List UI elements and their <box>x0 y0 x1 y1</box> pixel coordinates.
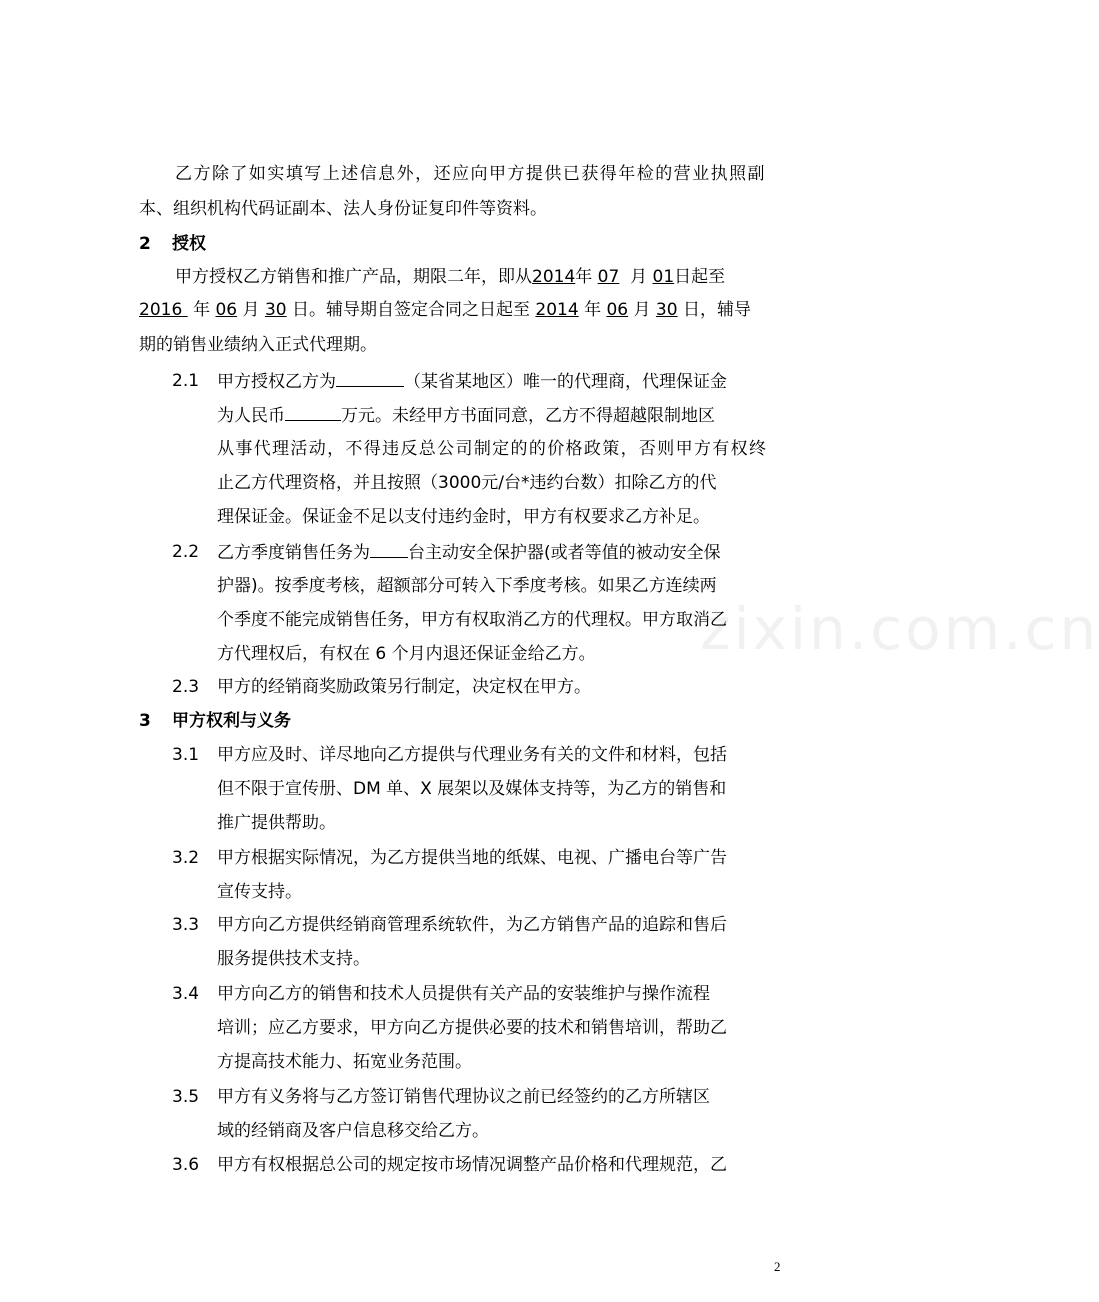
region-blank <box>336 369 404 387</box>
clause-3-6-number: 3.6 <box>172 1155 200 1175</box>
end-month: 06 <box>215 300 238 320</box>
clause-2-1-line-1: 甲方授权乙方为 （某省某地区）唯一的代理商，代理保证金 <box>217 369 727 394</box>
clause-2-1-line-2: 为人民币 万元。未经甲方书面同意，乙方不得超越限制地区 <box>217 403 715 428</box>
clause-3-5-line-2: 域的经销商及客户信息移交给乙方。 <box>217 1121 489 1141</box>
clause-3-3-line-2: 服务提供技术支持。 <box>217 949 370 969</box>
section-3-number: 3 <box>139 711 151 731</box>
clause-3-1-line-3: 推广提供帮助。 <box>217 813 336 833</box>
authorization-line-1: 甲方授权乙方销售和推广产品，期限二年，即从2014年 07 月 01日起至 <box>175 267 726 287</box>
clause-3-4-line-3: 方提高技术能力、拓宽业务范围。 <box>217 1052 472 1072</box>
clause-2-1-line-3: 从 事 代 理 活 动 ， 不 得 违 反 总 公 司 制 定 的 的 价 格 政 策 ， 否 则 甲 方 有 权 终 <box>217 439 766 459</box>
clause-3-2-line-1: 甲方根据实际情况，为乙方提供当地的纸媒、电视、广播电台等广告 <box>217 848 727 868</box>
deposit-blank <box>285 403 341 421</box>
clause-3-3-line-1: 甲方向乙方提供经销商管理系统软件，为乙方销售产品的追踪和售后 <box>217 915 727 935</box>
clause-2-1-number: 2.1 <box>172 371 200 391</box>
section-2-title: 授权 <box>172 234 206 254</box>
start-year: 2014 <box>532 267 576 287</box>
clause-2-2-number: 2.2 <box>172 542 200 562</box>
clause-3-1-number: 3.1 <box>172 745 200 765</box>
clause-3-6-line-1: 甲方有权根据总公司的规定按市场情况调整产品价格和代理规范，乙 <box>217 1155 727 1175</box>
start-month: 07 <box>597 267 620 287</box>
tutoring-end-month: 06 <box>606 300 629 320</box>
start-day: 01 <box>652 267 675 287</box>
tutoring-end-year: 2014 <box>535 300 579 320</box>
clause-3-2-line-2: 宣传支持。 <box>217 882 302 902</box>
clause-3-4-number: 3.4 <box>172 984 200 1004</box>
intro-line-1: 乙 方 除 了 如 实 填 写 上 述 信 息 外 ， 还 应 向 甲 方 提 供 已 获 得 年 检 的 营 业 执 照 副 <box>175 164 765 184</box>
clause-3-5-number: 3.5 <box>172 1087 200 1107</box>
tutoring-end-day: 30 <box>655 300 678 320</box>
clause-2-3-number: 2.3 <box>172 677 200 697</box>
clause-3-1-line-2: 但不限于宣传册、DM 单、X 展架以及媒体支持等，为乙方的销售和 <box>217 779 727 799</box>
clause-3-2-number: 3.2 <box>172 848 200 868</box>
authorization-line-3: 期的销售业绩纳入正式代理期。 <box>139 335 377 355</box>
watermark: zixin.com.cn <box>700 595 1099 663</box>
clause-3-1-line-1: 甲方应及时、详尽地向乙方提供与代理业务有关的文件和材料，包括 <box>217 745 727 765</box>
clause-2-2-line-2: 护器)。按季度考核，超额部分可转入下季度考核。如果乙方连续两 <box>217 576 717 596</box>
clause-3-5-line-1: 甲方有义务将与乙方签订销售代理协议之前已经签约的乙方所辖区 <box>217 1087 710 1107</box>
clause-3-4-line-2: 培训；应乙方要求，甲方向乙方提供必要的技术和销售培训，帮助乙 <box>217 1018 727 1038</box>
clause-2-1-line-4: 止乙方代理资格，并且按照（3000元/台*违约台数）扣除乙方的代 <box>217 473 717 493</box>
section-3-title: 甲方权利与义务 <box>172 711 291 731</box>
intro-line-2: 本、组织机构代码证副本、法人身份证复印件等资料。 <box>139 199 547 219</box>
clause-2-2-line-1: 乙方季度销售任务为 台主动安全保护器(或者等值的被动安全保 <box>217 540 721 565</box>
clause-3-3-number: 3.3 <box>172 915 200 935</box>
end-day: 30 <box>264 300 287 320</box>
section-2-number: 2 <box>139 234 151 254</box>
clause-3-4-line-1: 甲方向乙方的销售和技术人员提供有关产品的安装维护与操作流程 <box>217 984 710 1004</box>
quota-blank <box>370 540 408 558</box>
clause-2-1-line-5: 理保证金。保证金不足以支付违约金时，甲方有权要求乙方补足。 <box>217 507 710 527</box>
page-number: 2 <box>774 1259 781 1274</box>
authorization-line-2: 2016 年 06 月 30 日。辅导期自签定合同之日起至 2014 年 06 月 30 日，辅导 <box>139 300 751 320</box>
clause-2-2-line-4: 方代理权后，有权在 6 个月内退还保证金给乙方。 <box>217 644 596 664</box>
clause-2-2-line-3: 个季度不能完成销售任务，甲方有权取消乙方的代理权。甲方取消乙 <box>217 610 727 630</box>
end-year: 2016 <box>139 300 183 320</box>
clause-2-3-line-1: 甲方的经销商奖励政策另行制定，决定权在甲方。 <box>217 677 591 697</box>
